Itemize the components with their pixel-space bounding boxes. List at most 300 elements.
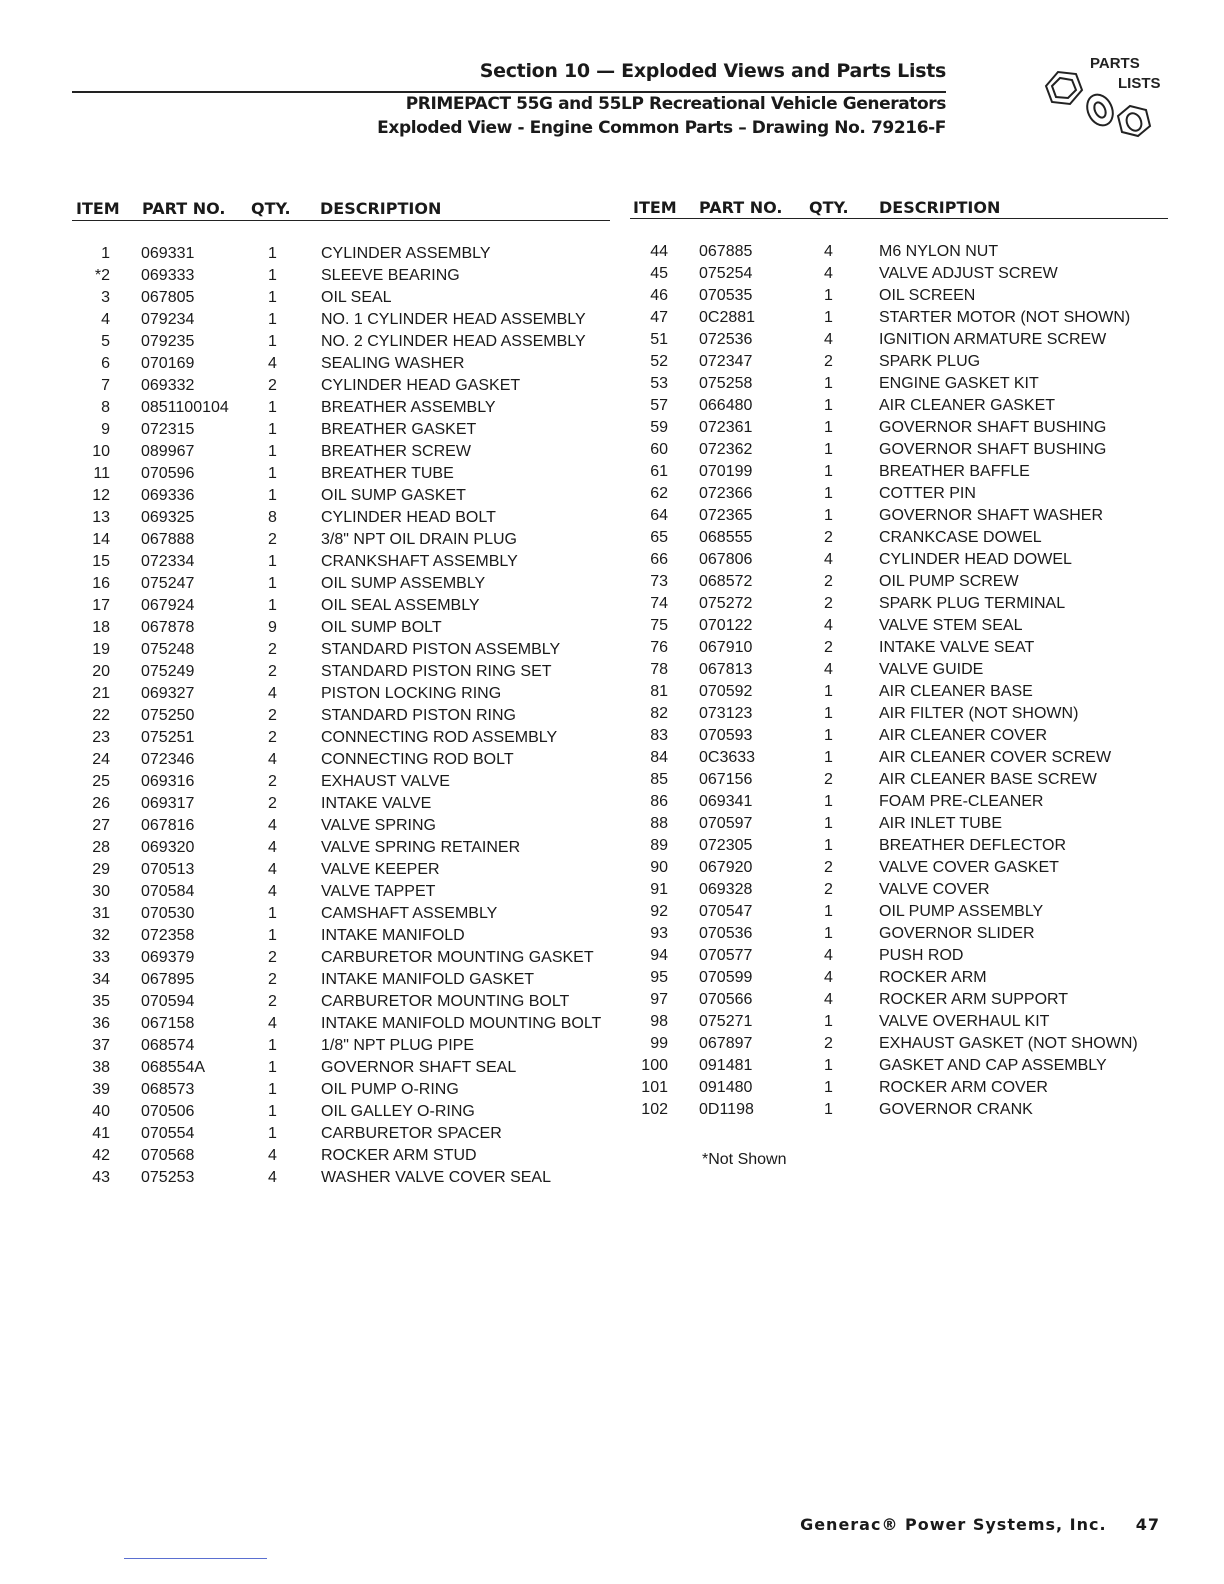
part-number: 070599 [699,969,753,986]
quantity: 4 [268,839,277,856]
quantity: 2 [268,971,277,988]
part-number: 075258 [699,375,753,392]
quantity: 2 [268,641,277,658]
description: OIL PUMP O-RING [321,1081,459,1098]
description: AIR CLEANER COVER [879,727,1048,744]
item-number: 98 [650,1013,668,1030]
description: INTAKE MANIFOLD [321,927,465,944]
item-number: 91 [650,881,668,898]
description: FOAM PRE-CLEANER [879,793,1044,810]
quantity: 4 [824,969,833,986]
part-number: 0C3633 [699,749,756,766]
quantity: 1 [268,289,277,306]
parts-table-row [70,925,630,947]
quantity: 2 [268,377,277,394]
parts-table-row [70,287,630,309]
item-number: 26 [92,795,110,812]
description: GASKET AND CAP ASSEMBLY [879,1057,1107,1074]
part-number: 069317 [141,795,195,812]
description: ROCKER ARM COVER [879,1079,1048,1096]
description: CONNECTING ROD ASSEMBLY [321,729,558,746]
item-number: 59 [650,419,668,436]
quantity: 1 [824,837,833,854]
description: ENGINE GASKET KIT [879,375,1039,392]
description: IGNITION ARMATURE SCREW [879,331,1107,348]
item-number: 97 [650,991,668,1008]
part-number: 067924 [141,597,195,614]
description: INTAKE VALVE SEAT [879,639,1035,656]
parts-table-row [628,351,1188,373]
part-number: 073123 [699,705,753,722]
parts-table-row [628,857,1188,879]
item-number: 82 [650,705,668,722]
parts-table-row [628,571,1188,593]
parts-table-row [70,1167,630,1189]
item-number: 33 [92,949,110,966]
description: CYLINDER HEAD DOWEL [879,551,1072,568]
part-number: 067878 [141,619,195,636]
item-number: 5 [101,333,110,350]
item-number: 99 [650,1035,668,1052]
part-number: 070122 [699,617,753,634]
item-number: 45 [650,265,668,282]
item-number: 64 [650,507,668,524]
parts-table-row [70,749,630,771]
quantity: 2 [268,773,277,790]
parts-table-row [628,681,1188,703]
logo-text-lists: LISTS [1118,75,1161,92]
item-number: 4 [101,311,110,328]
description: STANDARD PISTON RING SET [321,663,552,680]
item-number: 20 [92,663,110,680]
parts-table-row [70,903,630,925]
description: CARBURETOR MOUNTING BOLT [321,993,570,1010]
right-qty-header: QTY. [809,198,849,217]
parts-table-row [628,835,1188,857]
parts-table-row [70,573,630,595]
part-number: 075247 [141,575,195,592]
part-number: 066480 [699,397,753,414]
parts-table-row [70,441,630,463]
parts-table-row [70,1101,630,1123]
item-number: 84 [650,749,668,766]
parts-table-row [70,353,630,375]
quantity: 1 [268,311,277,328]
quantity: 4 [824,331,833,348]
item-number: 47 [650,309,668,326]
parts-table-row [628,461,1188,483]
item-number: 30 [92,883,110,900]
part-number: 067805 [141,289,195,306]
description: CAMSHAFT ASSEMBLY [321,905,498,922]
description: SPARK PLUG [879,353,981,370]
quantity: 4 [268,1169,277,1186]
parts-table-row [628,395,1188,417]
parts-table-row [70,727,630,749]
description: BREATHER GASKET [321,421,477,438]
quantity: 1 [824,419,833,436]
quantity: 1 [268,1125,277,1142]
description: OIL PUMP ASSEMBLY [879,903,1044,920]
description: 1/8" NPT PLUG PIPE [321,1037,474,1054]
parts-table-row [70,1145,630,1167]
part-number: 069327 [141,685,195,702]
parts-table-row [628,527,1188,549]
item-number: 37 [92,1037,110,1054]
part-number: 070536 [699,925,753,942]
quantity: 4 [824,661,833,678]
item-number: 95 [650,969,668,986]
part-number: 070199 [699,463,753,480]
item-number: 32 [92,927,110,944]
part-number: 070506 [141,1103,195,1120]
parts-table-row [628,901,1188,923]
parts-table-row [628,263,1188,285]
part-number: 070592 [699,683,753,700]
description: OIL SEAL ASSEMBLY [321,597,480,614]
item-number: 34 [92,971,110,988]
part-number: 070593 [699,727,753,744]
parts-table-row [70,815,630,837]
description: INTAKE MANIFOLD GASKET [321,971,535,988]
item-number: *2 [94,267,110,284]
parts-table-row [628,659,1188,681]
quantity: 1 [268,1037,277,1054]
parts-table-row [70,397,630,419]
description: VALVE OVERHAUL KIT [879,1013,1050,1030]
parts-table-row [70,947,630,969]
description: GOVERNOR SHAFT BUSHING [879,441,1107,458]
part-number: 091480 [699,1079,753,1096]
parts-table-row [628,725,1188,747]
quantity: 1 [268,443,277,460]
part-number: 0D1198 [699,1101,754,1118]
quantity: 2 [268,949,277,966]
item-number: 36 [92,1015,110,1032]
description: OIL SUMP ASSEMBLY [321,575,486,592]
left-part-no-header: PART NO. [142,199,226,218]
parts-table-row [628,813,1188,835]
description: CARBURETOR MOUNTING GASKET [321,949,594,966]
parts-table-row [70,661,630,683]
item-number: 13 [92,509,110,526]
part-number: 075251 [141,729,195,746]
quantity: 1 [824,397,833,414]
part-number: 0C2881 [699,309,756,326]
item-number: 1 [101,245,110,262]
description: OIL GALLEY O-RING [321,1103,475,1120]
part-number: 075248 [141,641,195,658]
part-number: 070169 [141,355,195,372]
parts-table-row [628,483,1188,505]
part-number: 067813 [699,661,753,678]
part-number: 072305 [699,837,753,854]
item-number: 60 [650,441,668,458]
item-number: 38 [92,1059,110,1076]
description: GOVERNOR CRANK [879,1101,1033,1118]
page-footer [800,1515,1160,1534]
parts-table-row [628,615,1188,637]
parts-table-row [628,593,1188,615]
item-number: 10 [92,443,110,460]
description: STANDARD PISTON ASSEMBLY [321,641,561,658]
part-number: 070568 [141,1147,195,1164]
part-number: 067158 [141,1015,195,1032]
parts-table-row [70,683,630,705]
description: CYLINDER ASSEMBLY [321,245,491,262]
part-number: 069336 [141,487,195,504]
description: ROCKER ARM SUPPORT [879,991,1069,1008]
description: VALVE STEM SEAL [879,617,1023,634]
parts-table-row [70,375,630,397]
part-number: 068554A [141,1059,206,1076]
parts-table-row [70,595,630,617]
part-number: 072315 [141,421,195,438]
item-number: 42 [92,1147,110,1164]
quantity: 1 [268,333,277,350]
parts-table-row [628,1033,1188,1055]
item-number: 39 [92,1081,110,1098]
quantity: 1 [268,487,277,504]
item-number: 65 [650,529,668,546]
left-parts-table [70,243,630,1189]
quantity: 1 [824,1079,833,1096]
parts-table-row [70,705,630,727]
quantity: 2 [824,859,833,876]
description: CYLINDER HEAD BOLT [321,509,496,526]
item-number: 75 [650,617,668,634]
description: INTAKE MANIFOLD MOUNTING BOLT [321,1015,602,1032]
right-header-rule [630,218,1168,219]
part-number: 075254 [699,265,753,282]
quantity: 1 [824,815,833,832]
item-number: 89 [650,837,668,854]
item-number: 66 [650,551,668,568]
drawing-title: Exploded View - Engine Common Parts – Drawing No. 79216-F [377,118,946,138]
part-number: 075249 [141,663,195,680]
quantity: 4 [824,551,833,568]
description: NO. 2 CYLINDER HEAD ASSEMBLY [321,333,586,350]
item-number: 53 [650,375,668,392]
quantity: 1 [268,399,277,416]
part-number: 075253 [141,1169,195,1186]
parts-table-row [70,507,630,529]
item-number: 93 [650,925,668,942]
parts-table-row [70,859,630,881]
parts-table-row [628,439,1188,461]
description: OIL SCREEN [879,287,976,304]
part-number: 070566 [699,991,753,1008]
quantity: 1 [824,287,833,304]
part-number: 069379 [141,949,195,966]
parts-table-row [70,1013,630,1035]
description: SLEEVE BEARING [321,267,460,284]
part-number: 075271 [699,1013,753,1030]
parts-table-row [628,549,1188,571]
quantity: 4 [824,243,833,260]
description: WASHER VALVE COVER SEAL [321,1169,551,1186]
item-number: 3 [101,289,110,306]
item-number: 25 [92,773,110,790]
left-description-header: DESCRIPTION [320,199,442,218]
parts-table-row [70,793,630,815]
item-number: 8 [101,399,110,416]
quantity: 1 [824,727,833,744]
not-shown-note: *Not Shown [702,1151,787,1168]
part-number: 067156 [699,771,753,788]
part-number: 069328 [699,881,753,898]
item-number: 83 [650,727,668,744]
description: SPARK PLUG TERMINAL [879,595,1066,612]
quantity: 1 [268,421,277,438]
part-number: 072366 [699,485,753,502]
item-number: 24 [92,751,110,768]
description: BREATHER ASSEMBLY [321,399,496,416]
header-divider [72,91,946,93]
description: PISTON LOCKING RING [321,685,502,702]
quantity: 1 [824,375,833,392]
description: BREATHER DEFLECTOR [879,837,1066,854]
description: GOVERNOR SLIDER [879,925,1035,942]
item-number: 31 [92,905,110,922]
part-number: 069320 [141,839,195,856]
item-number: 78 [650,661,668,678]
quantity: 2 [268,531,277,548]
parts-table-row [70,419,630,441]
parts-table-row [70,991,630,1013]
description: AIR CLEANER BASE [879,683,1033,700]
part-number: 089967 [141,443,195,460]
item-number: 29 [92,861,110,878]
item-number: 46 [650,287,668,304]
quantity: 9 [268,619,277,636]
description: ROCKER ARM [879,969,987,986]
item-number: 19 [92,641,110,658]
part-number: 068572 [699,573,753,590]
part-number: 070584 [141,883,195,900]
item-number: 57 [650,397,668,414]
part-number: 079235 [141,333,195,350]
parts-table-row [628,769,1188,791]
quantity: 2 [824,573,833,590]
part-number: 0851100104 [141,399,229,416]
parts-table-row [628,307,1188,329]
part-number: 079234 [141,311,195,328]
item-number: 81 [650,683,668,700]
part-number: 075250 [141,707,195,724]
parts-table-row [628,1011,1188,1033]
item-number: 21 [92,685,110,702]
quantity: 4 [268,883,277,900]
parts-table-row [628,989,1188,1011]
parts-table-row [628,879,1188,901]
description: AIR FILTER (NOT SHOWN) [879,705,1079,722]
item-number: 101 [641,1079,668,1096]
item-number: 7 [101,377,110,394]
parts-table-row [628,285,1188,307]
description: OIL PUMP SCREW [879,573,1019,590]
item-number: 86 [650,793,668,810]
description: PUSH ROD [879,947,964,964]
description: VALVE COVER [879,881,990,898]
quantity: 4 [824,265,833,282]
item-number: 41 [92,1125,110,1142]
part-number: 070535 [699,287,753,304]
quantity: 1 [268,245,277,262]
parts-table-row [628,945,1188,967]
quantity: 1 [824,309,833,326]
description: EXHAUST GASKET (NOT SHOWN) [879,1035,1138,1052]
description: ROCKER ARM STUD [321,1147,477,1164]
item-number: 85 [650,771,668,788]
parts-table-row [70,617,630,639]
footer-company: Generac® Power Systems, Inc. [800,1515,1107,1534]
description: CRANKSHAFT ASSEMBLY [321,553,518,570]
parts-table-row [70,771,630,793]
section-title: Section 10 — Exploded Views and Parts Lists [479,60,946,82]
part-number: 069341 [699,793,753,810]
description: BREATHER TUBE [321,465,454,482]
quantity: 4 [268,817,277,834]
item-number: 22 [92,707,110,724]
quantity: 4 [268,861,277,878]
part-number: 069325 [141,509,195,526]
quantity: 4 [268,355,277,372]
item-number: 61 [650,463,668,480]
parts-table-row [628,373,1188,395]
item-number: 16 [92,575,110,592]
description: VALVE SPRING [321,817,436,834]
part-number: 068573 [141,1081,195,1098]
left-qty-header: QTY. [251,199,291,218]
part-number: 067895 [141,971,195,988]
description: INTAKE VALVE [321,795,432,812]
item-number: 44 [650,243,668,260]
item-number: 102 [641,1101,668,1118]
quantity: 1 [824,793,833,810]
parts-table-row [628,747,1188,769]
part-number: 072347 [699,353,753,370]
quantity: 1 [268,553,277,570]
parts-table-row [70,243,630,265]
item-number: 74 [650,595,668,612]
description: AIR INLET TUBE [879,815,1002,832]
description: AIR CLEANER COVER SCREW [879,749,1112,766]
quantity: 1 [268,267,277,284]
description: OIL SUMP BOLT [321,619,442,636]
quantity: 4 [824,947,833,964]
quantity: 1 [824,485,833,502]
description: BREATHER BAFFLE [879,463,1030,480]
quantity: 1 [824,1057,833,1074]
description: CONNECTING ROD BOLT [321,751,514,768]
quantity: 1 [824,1101,833,1118]
part-number: 072346 [141,751,195,768]
quantity: 1 [268,1059,277,1076]
parts-table-row [70,1079,630,1101]
item-number: 11 [93,465,110,482]
quantity: 1 [824,903,833,920]
item-number: 35 [92,993,110,1010]
item-number: 100 [641,1057,668,1074]
part-number: 067920 [699,859,753,876]
quantity: 1 [824,749,833,766]
item-number: 15 [92,553,110,570]
parts-table-row [70,1123,630,1145]
quantity: 1 [824,507,833,524]
parts-table-row [628,1055,1188,1077]
quantity: 2 [824,771,833,788]
